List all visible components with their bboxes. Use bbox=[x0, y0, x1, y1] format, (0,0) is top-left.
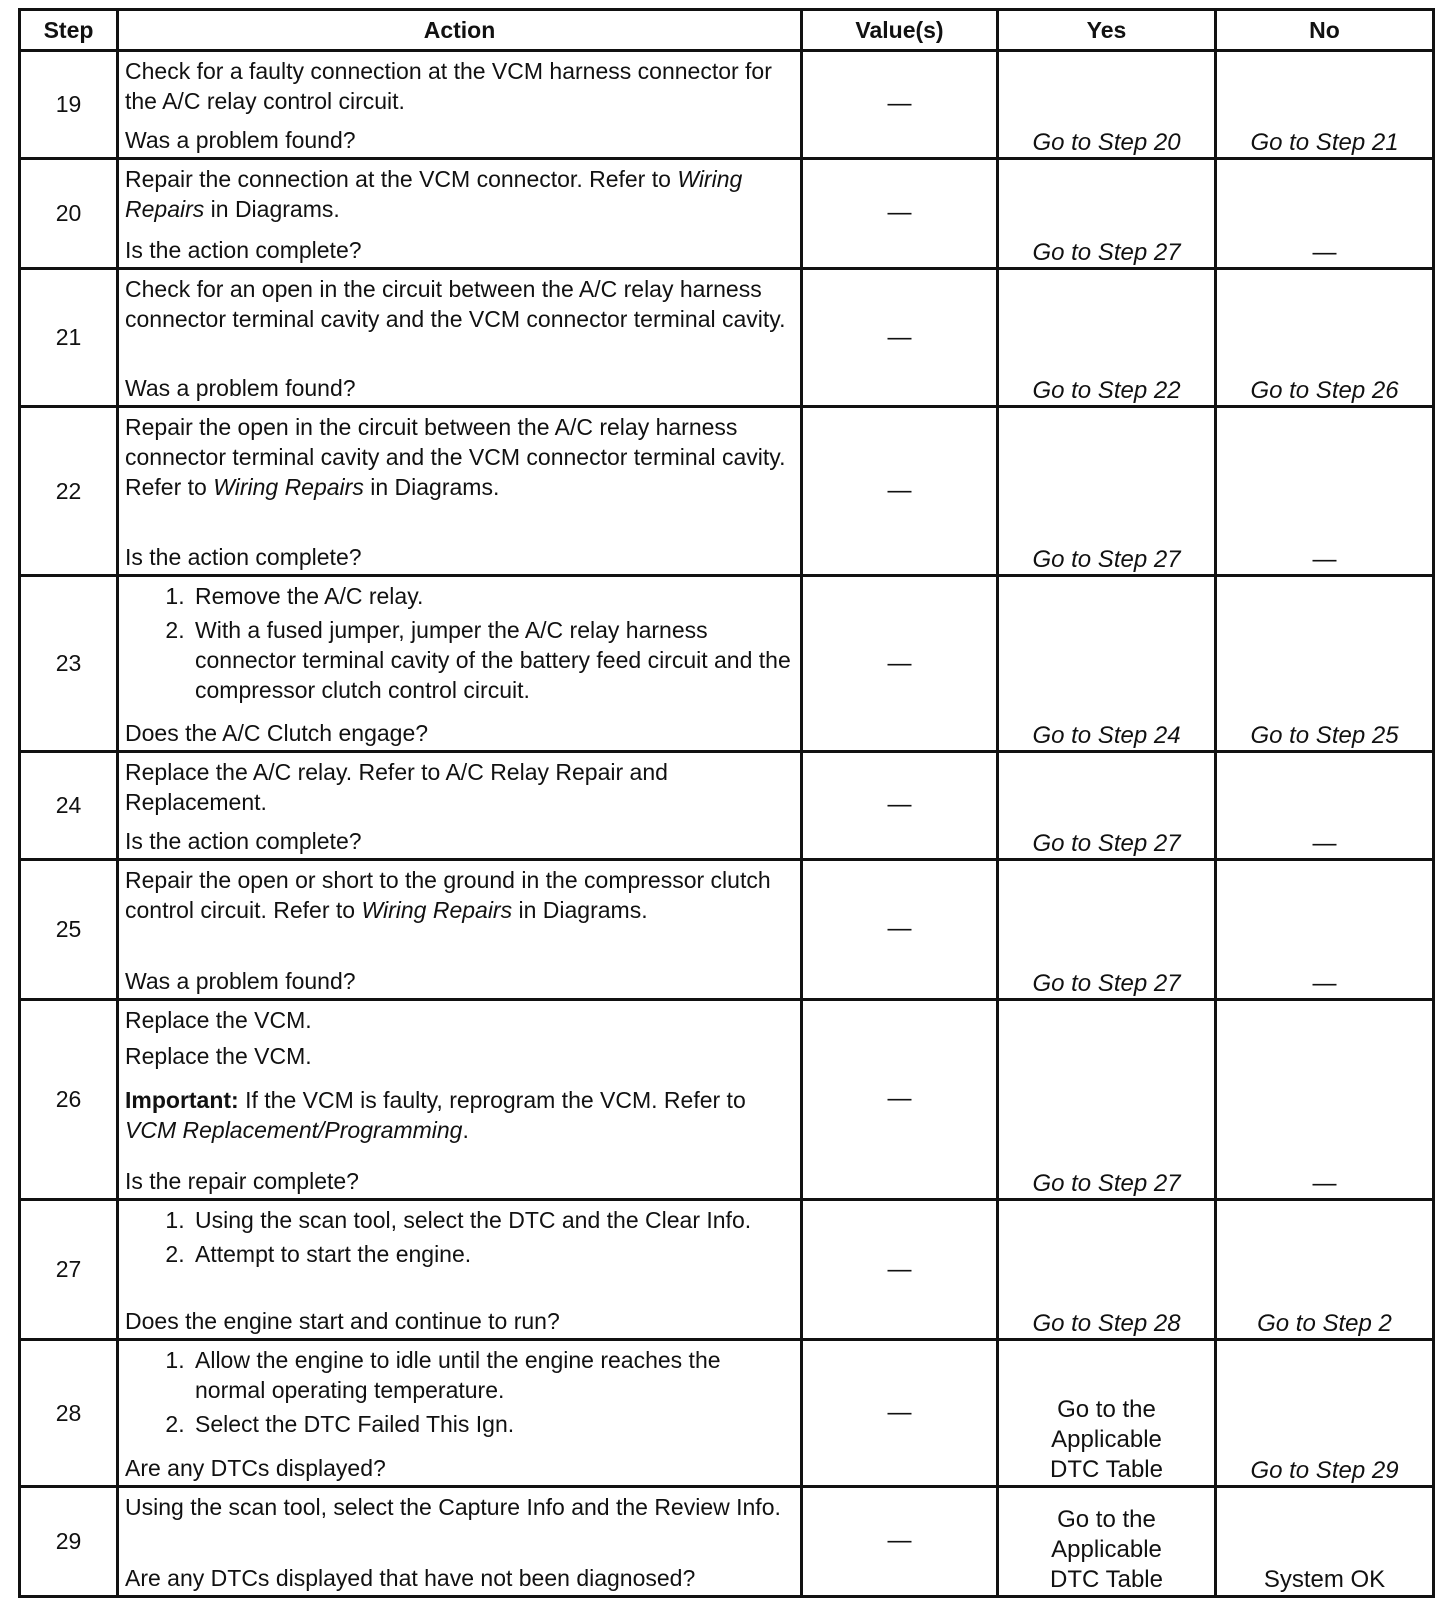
action-text: Replace the VCM. bbox=[125, 1007, 312, 1034]
yes-cell: Go to Step 27 bbox=[998, 1000, 1216, 1200]
action-text-part: in Diagrams. bbox=[518, 896, 648, 923]
header-row bbox=[20, 10, 1434, 51]
yes-text: Go to the Applicable DTC Table bbox=[1050, 1395, 1163, 1483]
no-cell: Go to Step 2 bbox=[1216, 1199, 1434, 1340]
yes-cell bbox=[998, 1486, 1216, 1596]
action-question: Was a problem found? bbox=[125, 968, 356, 995]
action-question: Does the A/C Clutch engage? bbox=[125, 719, 429, 746]
yes-cell: Go to Step 24 bbox=[998, 576, 1216, 751]
value-cell: — bbox=[802, 576, 998, 751]
value-cell: — bbox=[802, 51, 998, 159]
action-question: Was a problem found? bbox=[125, 126, 356, 153]
action-text-part: in Diagrams. bbox=[370, 474, 500, 501]
step-number: 24 bbox=[20, 751, 118, 859]
step-number: 27 bbox=[20, 1199, 118, 1340]
action-text-part: Repair the connection at the VCM connector. Refer to bbox=[125, 165, 671, 192]
action-cell bbox=[118, 1199, 802, 1340]
important-label: Important: bbox=[125, 1087, 239, 1114]
important-note bbox=[125, 1085, 794, 1145]
action-text: Replace the VCM. bbox=[125, 1043, 312, 1070]
action-cell bbox=[118, 1486, 802, 1596]
step-number: 29 bbox=[20, 1486, 118, 1596]
table-row bbox=[20, 859, 1434, 1000]
value-cell: — bbox=[802, 407, 998, 576]
value-cell: — bbox=[802, 1000, 998, 1200]
value-cell: — bbox=[802, 859, 998, 1000]
value-cell: — bbox=[802, 1486, 998, 1596]
action-steps-list bbox=[125, 1205, 794, 1273]
yes-text: Go to the Applicable DTC Table bbox=[1050, 1506, 1163, 1593]
header-values: Value(s) bbox=[802, 10, 998, 51]
action-question: Was a problem found? bbox=[125, 375, 356, 402]
important-end: . bbox=[462, 1117, 469, 1144]
no-cell: System OK bbox=[1216, 1486, 1434, 1596]
wiring-repairs-reference: Wiring Repairs bbox=[213, 474, 364, 501]
list-item: 1. Remove the A/C relay. bbox=[191, 581, 794, 611]
action-text bbox=[125, 164, 794, 224]
no-cell: — bbox=[1216, 158, 1434, 268]
action-cell bbox=[118, 268, 802, 407]
yes-cell: Go to Step 27 bbox=[998, 751, 1216, 859]
table-row bbox=[20, 1000, 1434, 1200]
yes-cell bbox=[998, 1340, 1216, 1487]
value-cell: — bbox=[802, 751, 998, 859]
action-text bbox=[125, 865, 794, 925]
step-number: 26 bbox=[20, 1000, 118, 1200]
no-cell: Go to Step 25 bbox=[1216, 576, 1434, 751]
header-action: Action bbox=[118, 10, 802, 51]
list-item: 2. Select the DTC Failed This Ign. bbox=[191, 1409, 794, 1439]
no-cell: — bbox=[1216, 407, 1434, 576]
yes-cell: Go to Step 27 bbox=[998, 407, 1216, 576]
yes-cell: Go to Step 20 bbox=[998, 51, 1216, 159]
no-cell: — bbox=[1216, 859, 1434, 1000]
action-text: Using the scan tool, select the Capture Info and the Review Info. bbox=[125, 1493, 781, 1520]
no-cell: Go to Step 26 bbox=[1216, 268, 1434, 407]
action-cell bbox=[118, 158, 802, 268]
action-cell bbox=[118, 859, 802, 1000]
step-number: 19 bbox=[20, 51, 118, 159]
wiring-repairs-reference: Wiring Repairs bbox=[361, 896, 513, 923]
table-row bbox=[20, 51, 1434, 159]
action-text bbox=[125, 412, 794, 502]
action-question: Are any DTCs displayed that have not been diagnosed? bbox=[125, 1565, 696, 1591]
action-cell bbox=[118, 407, 802, 576]
no-cell: — bbox=[1216, 751, 1434, 859]
yes-cell: Go to Step 27 bbox=[998, 859, 1216, 1000]
step-number: 21 bbox=[20, 268, 118, 407]
no-cell: Go to Step 29 bbox=[1216, 1340, 1434, 1487]
table-row bbox=[20, 1486, 1434, 1596]
step-number: 23 bbox=[20, 576, 118, 751]
step-number: 20 bbox=[20, 158, 118, 268]
action-question: Is the action complete? bbox=[125, 544, 362, 571]
action-question: Is the repair complete? bbox=[125, 1167, 359, 1194]
diagnostic-table bbox=[18, 8, 1435, 1598]
action-text: Check for an open in the circuit between the A/C relay harness connector terminal cavity and the VCM connector terminal cavity. bbox=[125, 275, 786, 332]
step-number: 28 bbox=[20, 1340, 118, 1487]
action-question: Is the action complete? bbox=[125, 236, 362, 263]
vcm-programming-reference: VCM Replacement/Programming bbox=[125, 1117, 463, 1144]
action-cell bbox=[118, 51, 802, 159]
table-row bbox=[20, 268, 1434, 407]
table-row bbox=[20, 1199, 1434, 1340]
action-steps-list bbox=[125, 581, 794, 709]
action-question: Does the engine start and continue to run? bbox=[125, 1308, 560, 1335]
table-row bbox=[20, 576, 1434, 751]
important-text: If the VCM is faulty, reprogram the VCM. Refer to bbox=[245, 1087, 746, 1114]
table-row bbox=[20, 751, 1434, 859]
yes-cell: Go to Step 27 bbox=[998, 158, 1216, 268]
value-cell: — bbox=[802, 158, 998, 268]
value-cell: — bbox=[802, 1199, 998, 1340]
action-text: Replace the A/C relay. Refer to A/C Relay Repair and Replacement. bbox=[125, 758, 668, 815]
action-question: Is the action complete? bbox=[125, 827, 362, 854]
list-item: 2. With a fused jumper, jumper the A/C relay harness connector terminal cavity of the battery feed circuit and the compressor clutch control circuit. bbox=[191, 615, 794, 705]
list-item: 2. Attempt to start the engine. bbox=[191, 1239, 794, 1269]
wiring-repairs-reference: Wiring Repairs bbox=[125, 165, 743, 222]
action-cell bbox=[118, 1000, 802, 1200]
value-cell: — bbox=[802, 268, 998, 407]
header-no: No bbox=[1216, 10, 1434, 51]
step-number: 22 bbox=[20, 407, 118, 576]
action-steps-list bbox=[125, 1345, 794, 1443]
table-row bbox=[20, 407, 1434, 576]
no-cell: — bbox=[1216, 1000, 1434, 1200]
yes-cell: Go to Step 22 bbox=[998, 268, 1216, 407]
action-cell bbox=[118, 576, 802, 751]
list-item: 1. Allow the engine to idle until the engine reaches the normal operating temperature. bbox=[191, 1345, 794, 1405]
action-question: Are any DTCs displayed? bbox=[125, 1454, 386, 1481]
no-cell: Go to Step 21 bbox=[1216, 51, 1434, 159]
action-text-part: Repair the open in the circuit between the A/C relay harness connector terminal cavity and the VCM connector terminal cavity. Refer to bbox=[125, 414, 786, 501]
action-text: Check for a faulty connection at the VCM harness connector for the A/C relay control circuit. bbox=[125, 58, 772, 114]
action-cell bbox=[118, 751, 802, 859]
action-cell bbox=[118, 1340, 802, 1487]
action-text-part: Repair the open or short to the ground in the compressor clutch control circuit. Refer to bbox=[125, 866, 771, 923]
header-step: Step bbox=[20, 10, 118, 51]
list-item: 1. Using the scan tool, select the DTC and the Clear Info. bbox=[191, 1205, 794, 1235]
action-text-part: in Diagrams. bbox=[210, 195, 340, 222]
step-number: 25 bbox=[20, 859, 118, 1000]
table-row bbox=[20, 1340, 1434, 1487]
header-yes: Yes bbox=[998, 10, 1216, 51]
yes-cell: Go to Step 28 bbox=[998, 1199, 1216, 1340]
value-cell: — bbox=[802, 1340, 998, 1487]
table-row bbox=[20, 158, 1434, 268]
